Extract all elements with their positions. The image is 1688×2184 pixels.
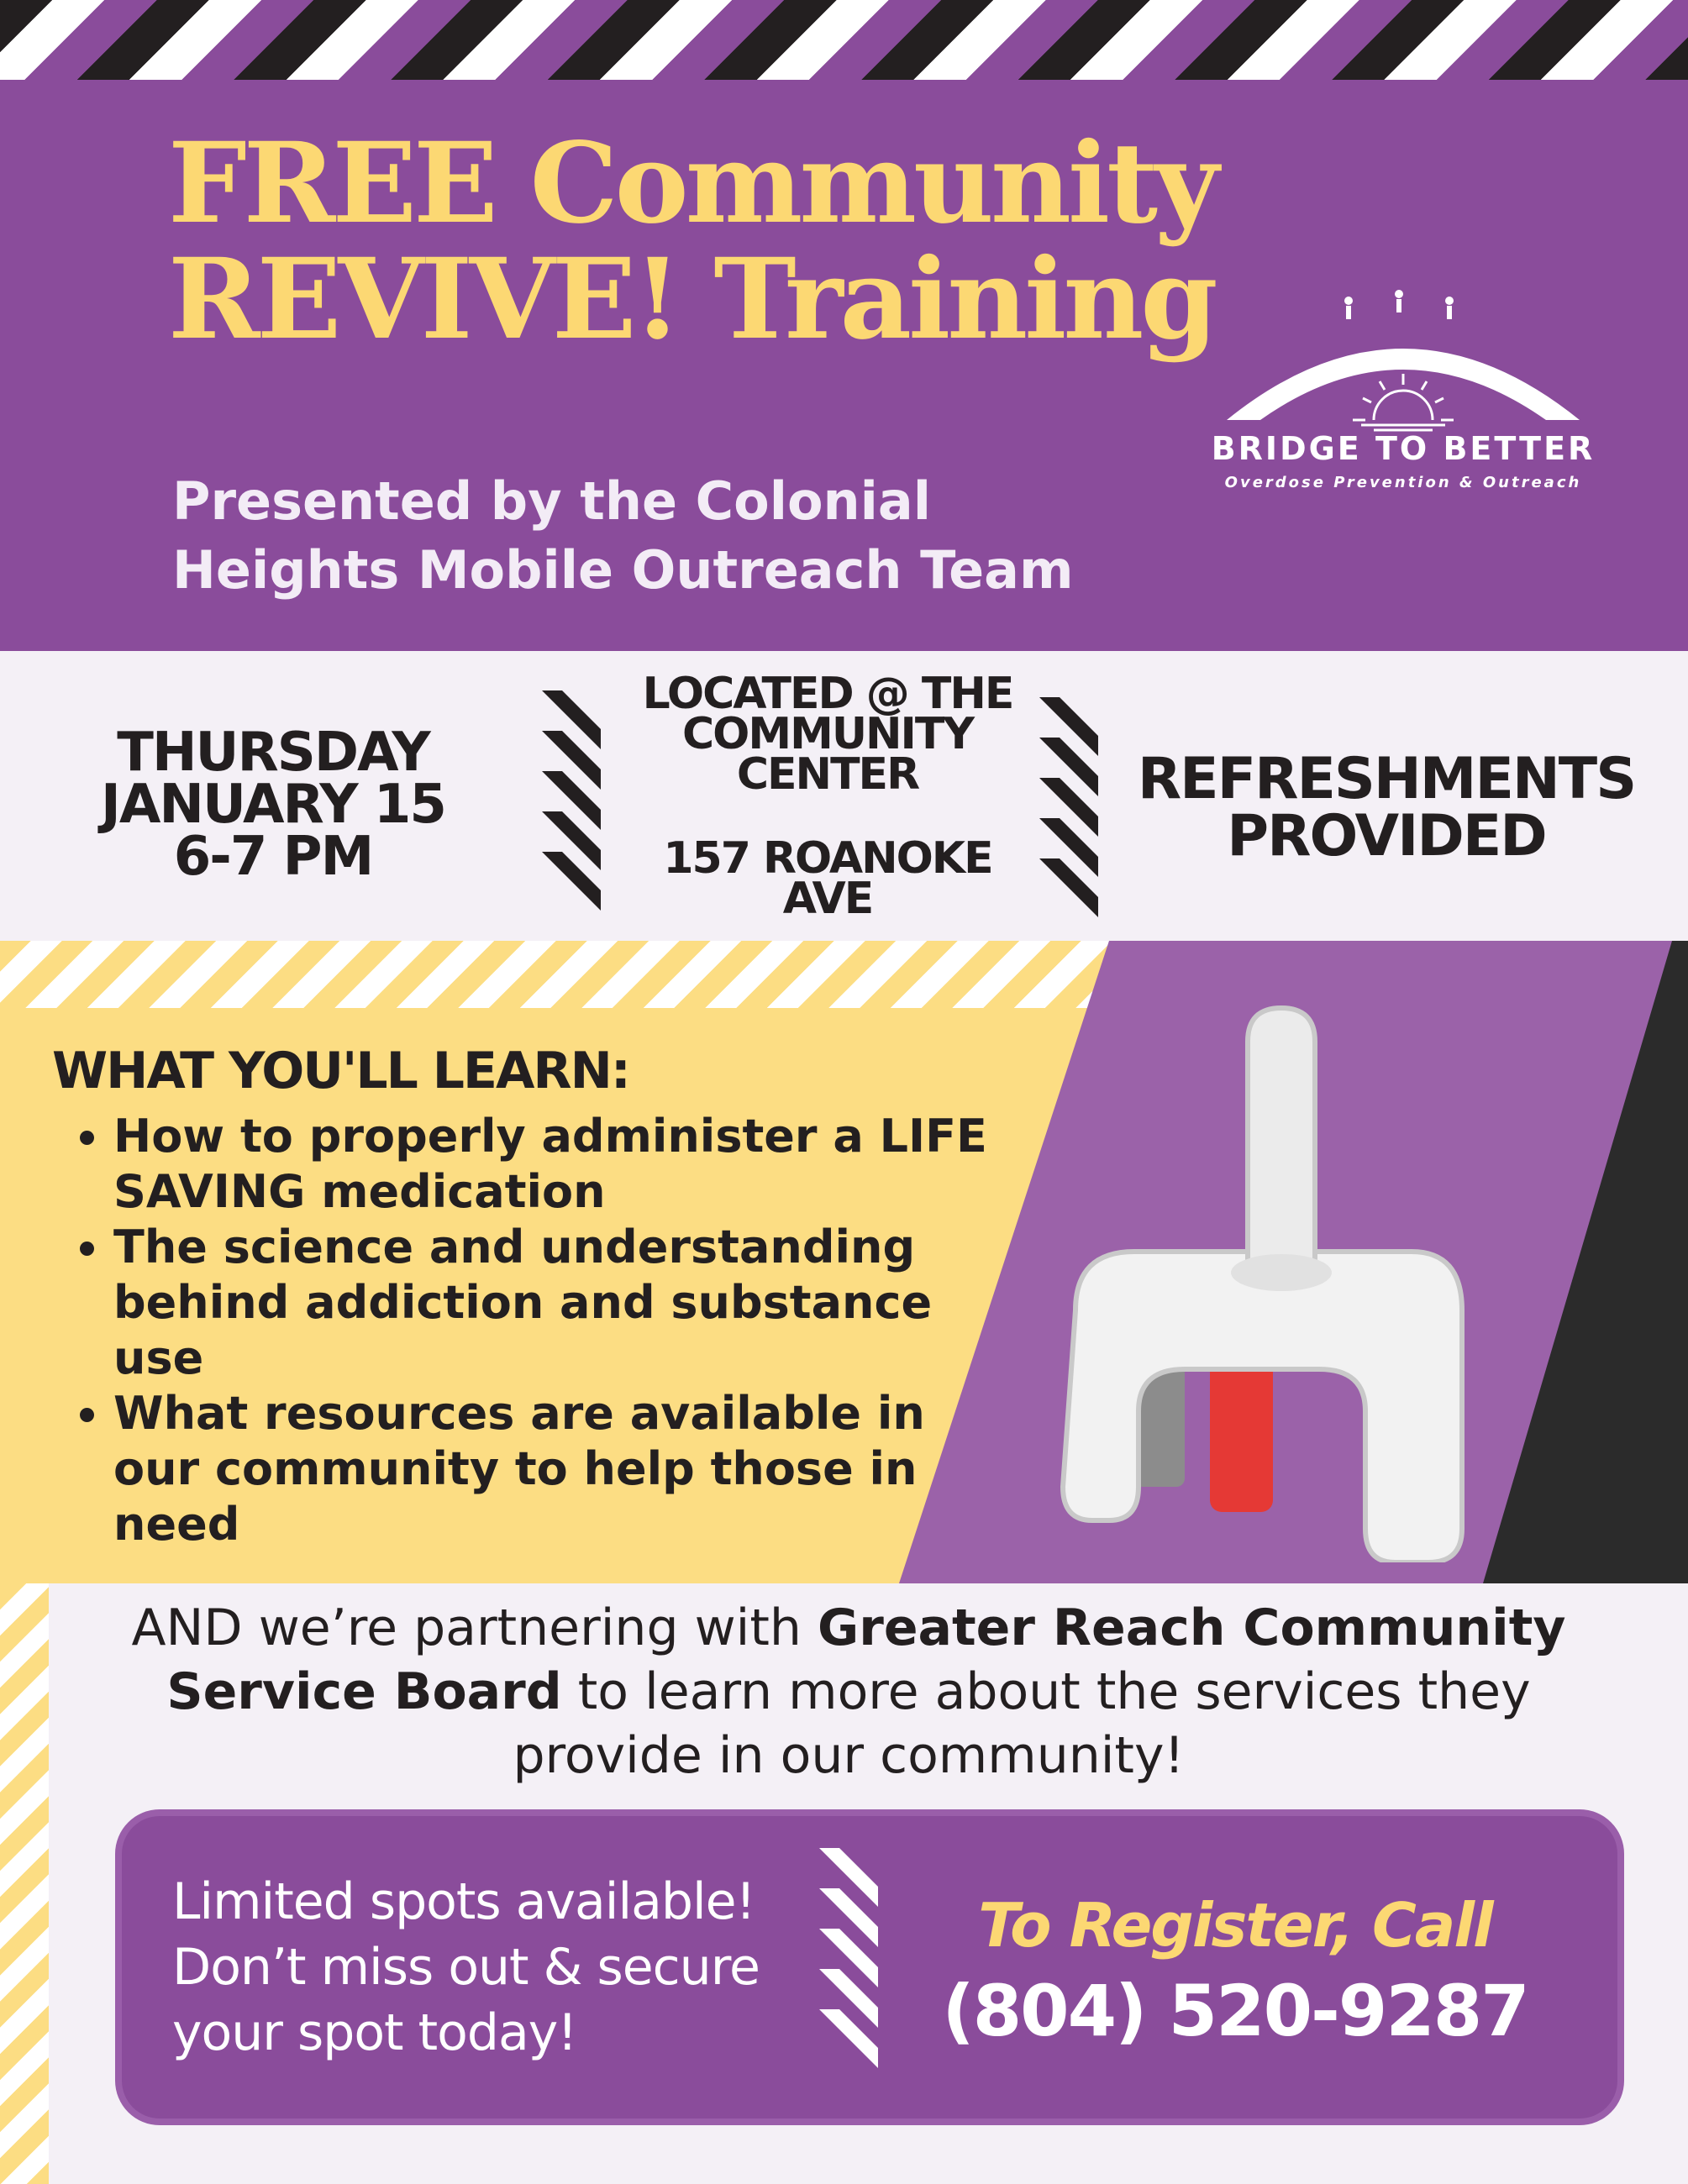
event-address [626, 833, 1029, 924]
event-day: THURSDAY [117, 722, 429, 784]
nasal-spray-device-icon [1042, 974, 1479, 1562]
left-stripe-band [0, 1583, 49, 2184]
location-line-1: LOCATED @ THE [642, 669, 1013, 719]
chevron-divider-icon [1039, 697, 1098, 920]
event-date: JANUARY 15 [101, 774, 445, 836]
register-phone-link[interactable]: (804) 520-9287 [942, 1970, 1528, 2052]
refreshments-note [1126, 746, 1647, 869]
event-time: 6-7 PM [173, 826, 373, 888]
location-line-3: CENTER [736, 749, 919, 800]
logo-name: BRIDGE TO BETTER [1211, 430, 1596, 467]
title-line-1: FREE Community [168, 118, 1216, 249]
partner-paragraph [109, 1596, 1588, 1788]
limited-line-1: Limited spots available! [172, 1872, 755, 1931]
location-line-2: COMMUNITY [681, 709, 974, 759]
list-item: • What resources are available in our community to help those in need [113, 1386, 1012, 1552]
limited-line-3: your spot today! [172, 2003, 577, 2062]
logo-tagline: Overdose Prevention & Outreach [1224, 474, 1582, 491]
partner-intro: AND we’re partnering with [131, 1599, 818, 1657]
address-line-2: AVE [782, 874, 873, 924]
page-title [168, 118, 1227, 365]
address-line-1: 157 ROANOKE [663, 833, 992, 884]
limited-line-2: Don’t miss out & secure [172, 1938, 760, 1997]
learn-list [59, 1109, 1012, 1552]
title-line-2: REVIVE! Training [168, 234, 1215, 365]
event-location [626, 669, 1029, 800]
presenter-subtitle [172, 467, 1181, 605]
list-item: • How to properly administer a LIFE SAVING medication [113, 1109, 1012, 1220]
learn-heading: WHAT YOU'LL LEARN: [52, 1042, 629, 1100]
bridge-sunrise-walkers-icon [1193, 286, 1613, 504]
partner-outro: to learn more about the services they provide in our community! [513, 1662, 1531, 1785]
list-item: • The science and understanding behind addiction and substance use [113, 1220, 1012, 1386]
subtitle-line-2: Heights Mobile Outreach Team [172, 539, 1074, 601]
subtitle-line-1: Presented by the Colonial [172, 470, 932, 532]
chevron-divider-icon [819, 1848, 878, 2071]
chevron-divider-icon [542, 690, 601, 913]
register-label: To Register, Call [978, 1890, 1492, 1961]
refreshments-line-2: PROVIDED [1227, 803, 1546, 869]
refreshments-line-1: REFRESHMENTS [1137, 746, 1636, 812]
partner-org: Greater Reach Community Service Board [166, 1599, 1566, 1721]
top-stripe-band [0, 0, 1688, 80]
event-date-time [71, 722, 475, 888]
limited-spots-text [172, 1869, 811, 2066]
